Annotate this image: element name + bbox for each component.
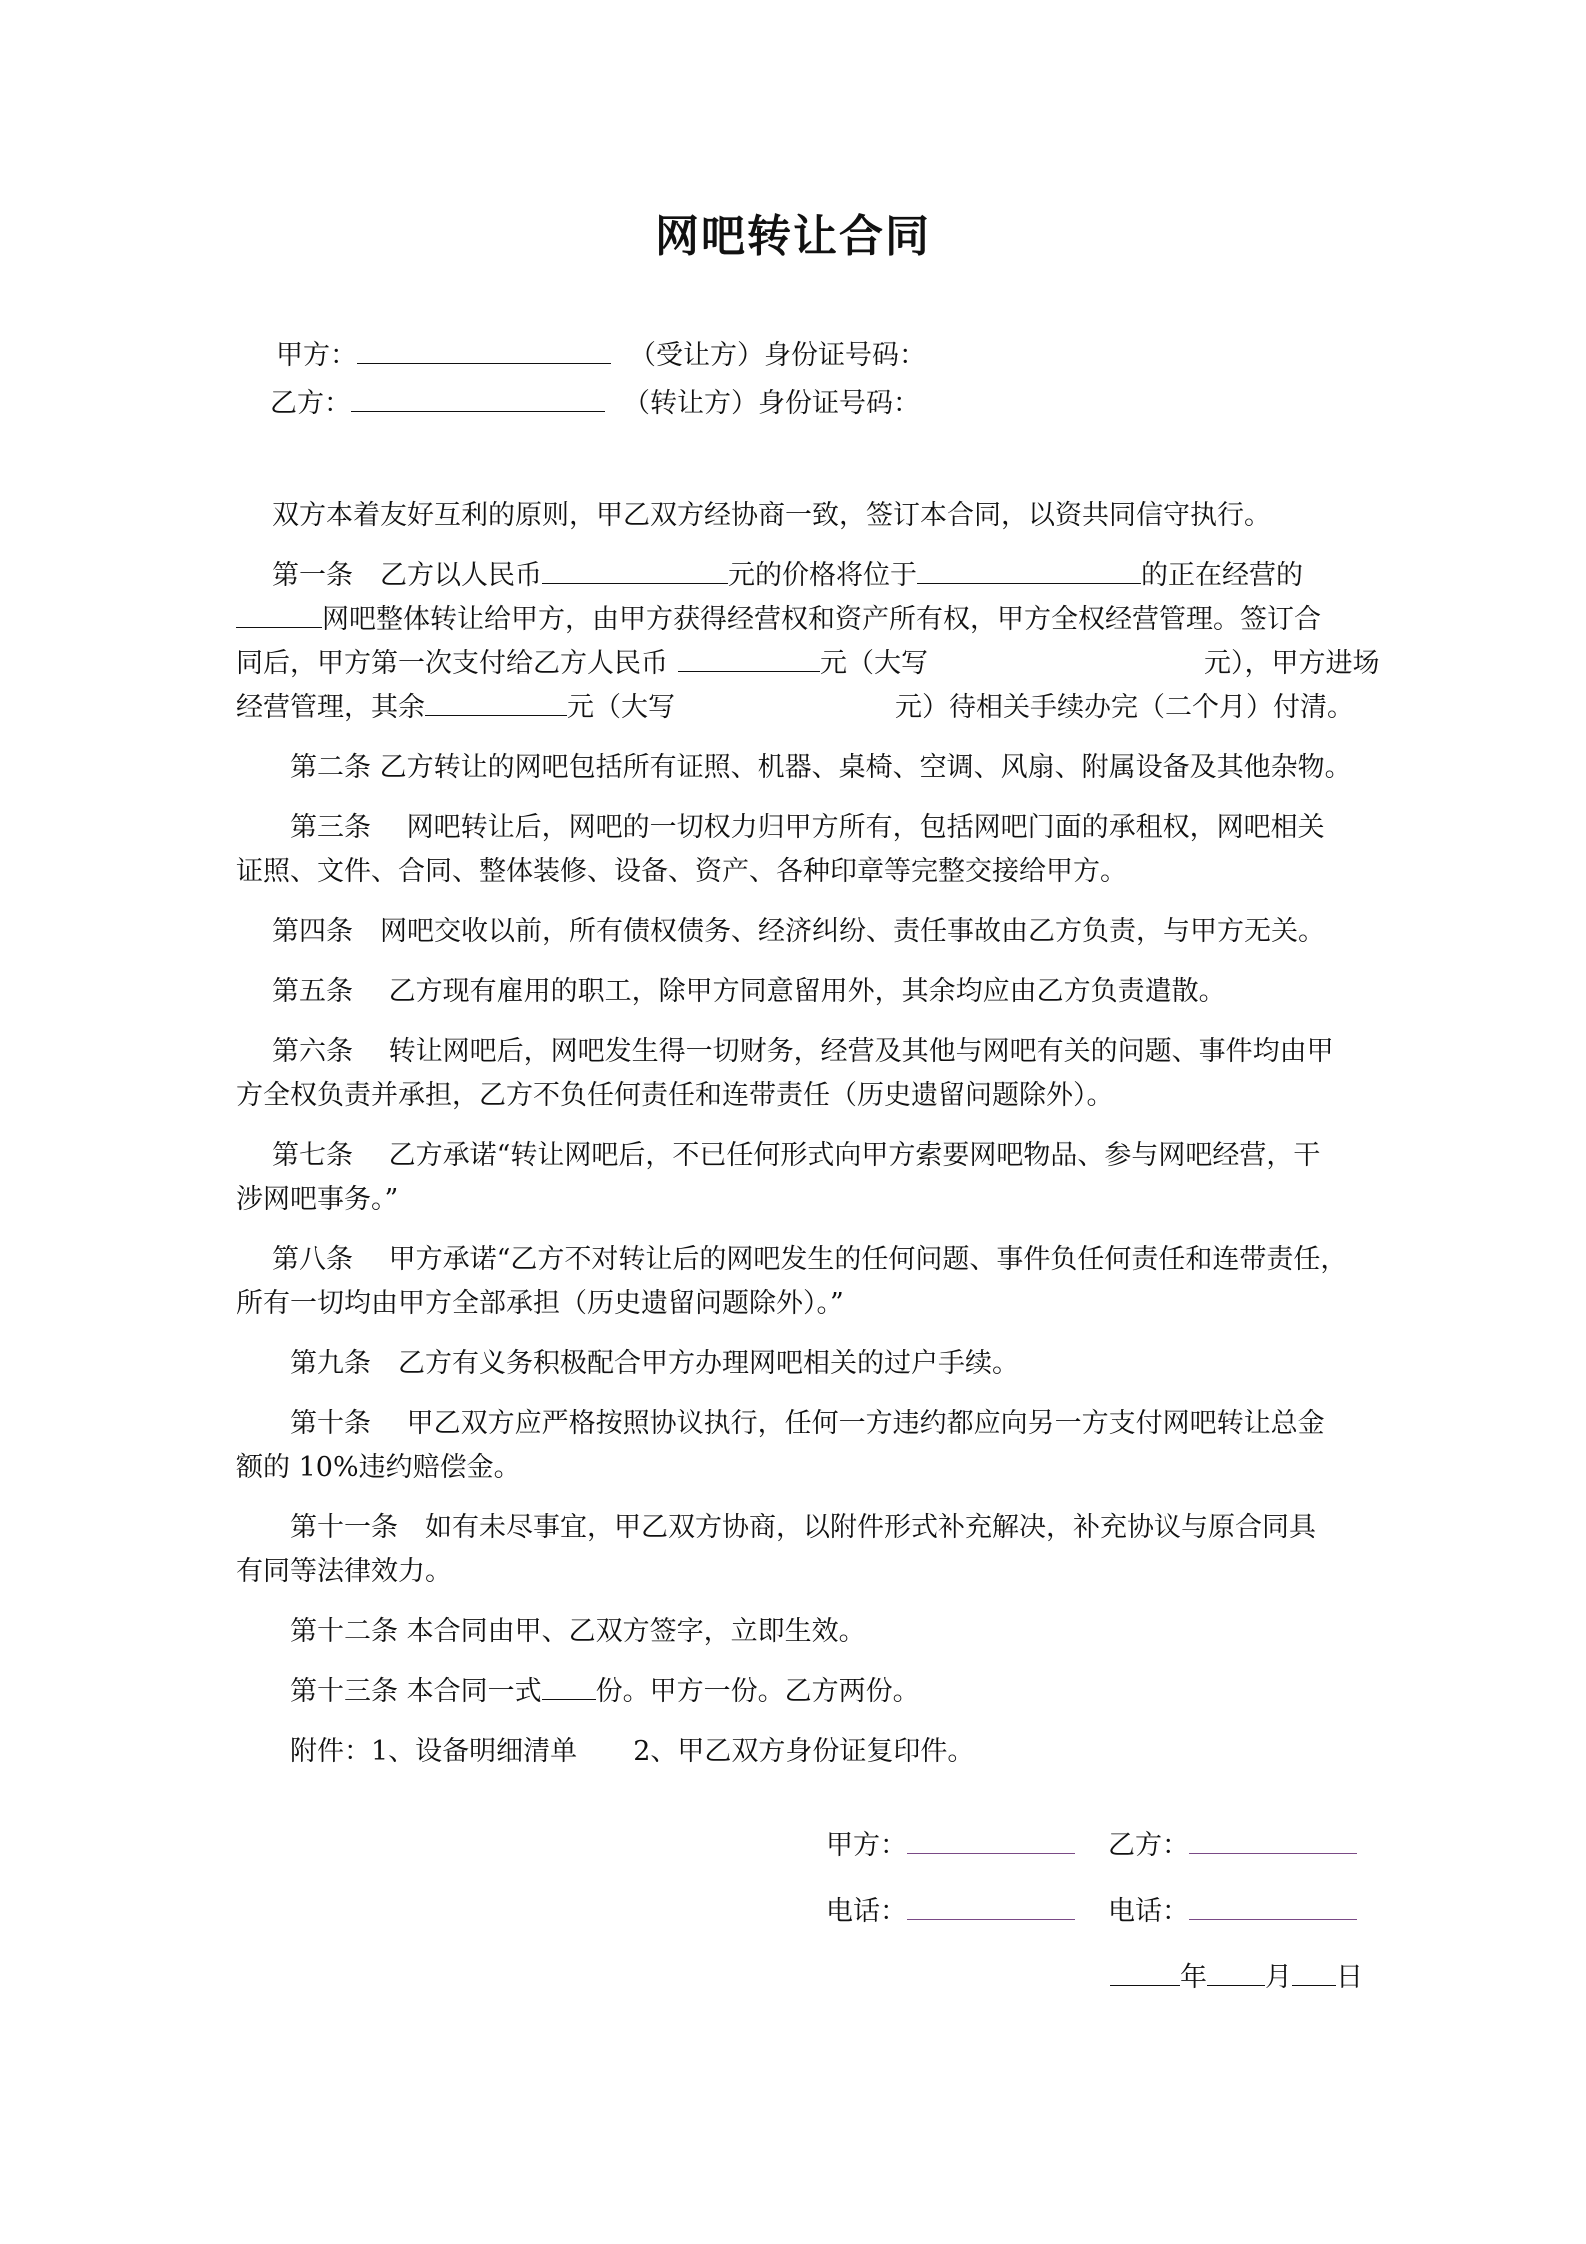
party-b-line [270, 381, 920, 420]
price-field[interactable] [542, 555, 728, 584]
article-2: 第二条 乙方转让的网吧包括所有证照、机器、桌椅、空调、风扇、附属设备及其他杂物。 [290, 752, 1352, 783]
article-11-line-2: 有同等法律效力。 [236, 1556, 452, 1587]
article-6-line-2: 方全权负责并承担，乙方不负任何责任和连带责任（历史遗留问题除外）。 [236, 1080, 1114, 1111]
party-b-role: （转让方）身份证号码： [623, 388, 920, 419]
article-3-line-1: 第三条 网吧转让后，网吧的一切权力归甲方所有，包括网吧门面的承租权，网吧相关 [290, 812, 1325, 843]
phone-party-a-field[interactable] [907, 1891, 1075, 1920]
signature-party-a-field[interactable] [907, 1825, 1075, 1854]
party-a-line [276, 333, 926, 372]
cafe-name-field[interactable] [236, 599, 322, 628]
article-1-text-e: 同后，甲方第一次支付给乙方人民币 [236, 648, 668, 679]
signature-party-a-label: 甲方： [826, 1830, 907, 1861]
article-10-line-2: 额的 10%违约赔偿金。 [236, 1452, 521, 1483]
first-payment-field[interactable] [678, 643, 820, 672]
party-a-label: 甲方： [276, 340, 357, 371]
party-a-name-field[interactable] [357, 335, 611, 364]
signature-party-b-label: 乙方： [1108, 1830, 1189, 1861]
month-field[interactable] [1207, 1957, 1265, 1986]
article-1-line-4 [236, 685, 1354, 724]
phone-party-b-label: 电话： [1108, 1896, 1189, 1927]
year-label: 年 [1180, 1962, 1207, 1993]
attachment-2: 2、甲乙双方身份证复印件。 [633, 1736, 975, 1767]
preamble: 双方本着友好互利的原则，甲乙双方经协商一致，签订本合同，以资共同信守执行。 [272, 500, 1271, 531]
phone-party-b-field[interactable] [1189, 1891, 1357, 1920]
article-1-line-1 [272, 553, 1303, 592]
year-field[interactable] [1110, 1957, 1180, 1986]
article-8-line-2: 所有一切均由甲方全部承担（历史遗留问题除外）。” [236, 1288, 844, 1319]
article-13 [290, 1669, 920, 1708]
article-7-line-1: 第七条 乙方承诺“转让网吧后，不已任何形式向甲方索要网吧物品、参与网吧经营，干 [272, 1140, 1321, 1171]
article-7-line-2: 涉网吧事务。” [236, 1184, 399, 1215]
article-1-text-a: 第一条 乙方以人民币 [272, 560, 542, 591]
article-13-text-b: 份。甲方一份。乙方两份。 [595, 1676, 920, 1707]
copies-field[interactable] [542, 1671, 596, 1700]
date-line [1110, 1955, 1363, 1994]
balance-field[interactable] [425, 687, 567, 716]
phone-party-b [1108, 1889, 1357, 1928]
article-1-text-j: 元）待相关手续办完（二个月）付清。 [895, 692, 1354, 723]
document-title: 网吧转让合同 [655, 211, 931, 262]
month-label: 月 [1265, 1962, 1292, 1993]
article-1-text-g: 元），甲方进场 [1204, 648, 1380, 679]
signature-party-b [1108, 1823, 1357, 1862]
signature-party-a [826, 1823, 1075, 1862]
article-4: 第四条 网吧交收以前，所有债权债务、经济纠纷、责任事故由乙方负责，与甲方无关。 [272, 916, 1325, 947]
attachments [290, 1729, 974, 1768]
article-9: 第九条 乙方有义务积极配合甲方办理网吧相关的过户手续。 [290, 1348, 1019, 1379]
party-a-role: （受让方）身份证号码： [629, 340, 926, 371]
attachment-1: 附件：1、设备明细清单 [290, 1736, 578, 1767]
phone-party-a [826, 1889, 1075, 1928]
article-11-line-1: 第十一条 如有未尽事宜，甲乙双方协商，以附件形式补充解决，补充协议与原合同具 [290, 1512, 1316, 1543]
party-b-name-field[interactable] [351, 383, 605, 412]
phone-party-a-label: 电话： [826, 1896, 907, 1927]
article-13-text-a: 第十三条 本合同一式 [290, 1676, 542, 1707]
article-1-text-c: 的正在经营的 [1141, 560, 1303, 591]
article-6-line-1: 第六条 转让网吧后，网吧发生得一切财务，经营及其他与网吧有关的问题、事件均由甲 [272, 1036, 1334, 1067]
day-label: 日 [1336, 1962, 1363, 1993]
article-1-line-3 [236, 641, 1380, 680]
article-1-text-d: 网吧整体转让给甲方，由甲方获得经营权和资产所有权，甲方全权经营管理。签订合 [322, 604, 1321, 635]
article-5: 第五条 乙方现有雇用的职工，除甲方同意留用外，其余均应由乙方负责遣散。 [272, 976, 1226, 1007]
article-10-line-1: 第十条 甲乙双方应严格按照协议执行，任何一方违约都应向另一方支付网吧转让总金 [290, 1408, 1325, 1439]
location-field[interactable] [917, 555, 1141, 584]
day-field[interactable] [1292, 1957, 1336, 1986]
article-1-text-f: 元（大写 [820, 648, 928, 679]
article-1-text-b: 元的价格将位于 [728, 560, 917, 591]
article-3-line-2: 证照、文件、合同、整体装修、设备、资产、各种印章等完整交接给甲方。 [236, 856, 1127, 887]
signature-party-b-field[interactable] [1189, 1825, 1357, 1854]
article-1-text-h: 经营管理，其余 [236, 692, 425, 723]
article-1-line-2 [236, 597, 1321, 636]
article-1-text-i: 元（大写 [567, 692, 675, 723]
party-b-label: 乙方： [270, 388, 351, 419]
article-12: 第十二条 本合同由甲、乙双方签字，立即生效。 [290, 1616, 866, 1647]
article-8-line-1: 第八条 甲方承诺“乙方不对转让后的网吧发生的任何问题、事件负任何责任和连带责任， [272, 1244, 1348, 1275]
